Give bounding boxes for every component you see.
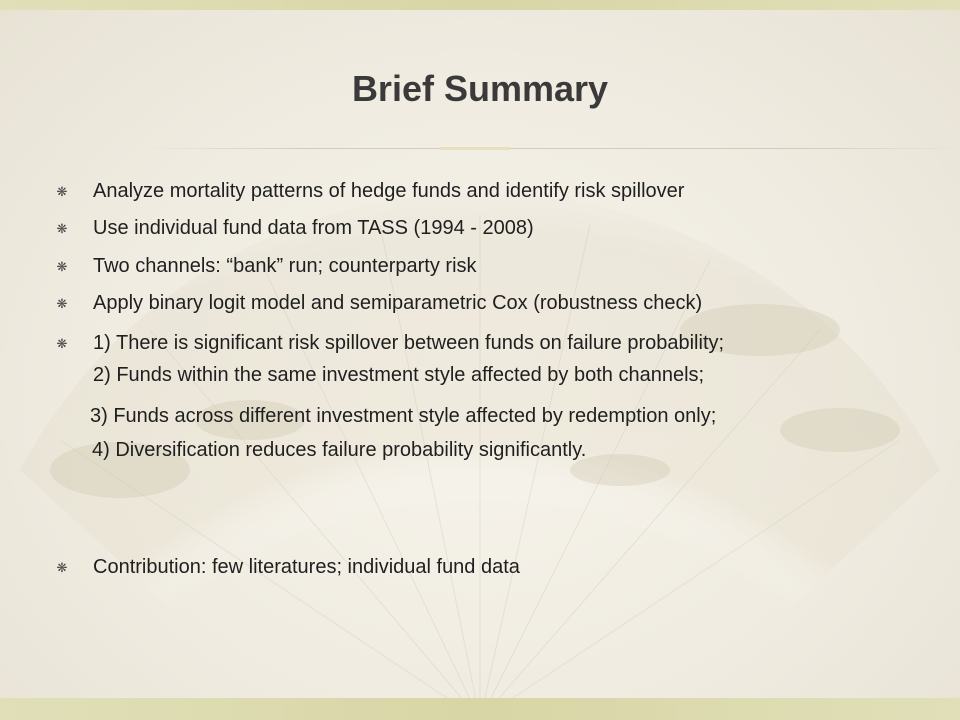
slide-title: Brief Summary <box>351 68 609 109</box>
bullet-item: 1) There is significant risk spillover between funds on failure probability; <box>93 332 725 354</box>
snowflake-bullet-icon: ❋ <box>56 221 68 236</box>
title-divider-accent <box>440 147 510 150</box>
bullet-item: Two channels: “bank” run; counterparty risk <box>93 255 477 277</box>
bottom-border <box>0 698 960 720</box>
bullet-continuation: 4) Diversification reduces failure probability significantly. <box>92 439 587 461</box>
bullet-item: Analyze mortality patterns of hedge funds and identify risk spillover <box>93 180 685 202</box>
snowflake-bullet-icon: ❋ <box>56 336 68 351</box>
snowflake-bullet-icon: ❋ <box>56 259 68 274</box>
bullet-item: Apply binary logit model and semiparametric Cox (robustness check) <box>93 292 703 314</box>
bullet-item: Use individual fund data from TASS (1994 - 2008) <box>93 217 534 239</box>
bullet-item: Contribution: few literatures; individual fund data <box>93 556 520 578</box>
bullet-continuation: 2) Funds within the same investment style affected by both channels; <box>93 364 705 386</box>
snowflake-bullet-icon: ❋ <box>56 184 68 199</box>
snowflake-bullet-icon: ❋ <box>56 296 68 311</box>
snowflake-bullet-icon: ❋ <box>56 560 68 575</box>
bullet-continuation: 3) Funds across different investment style affected by redemption only; <box>90 405 717 427</box>
title-divider <box>140 148 960 149</box>
